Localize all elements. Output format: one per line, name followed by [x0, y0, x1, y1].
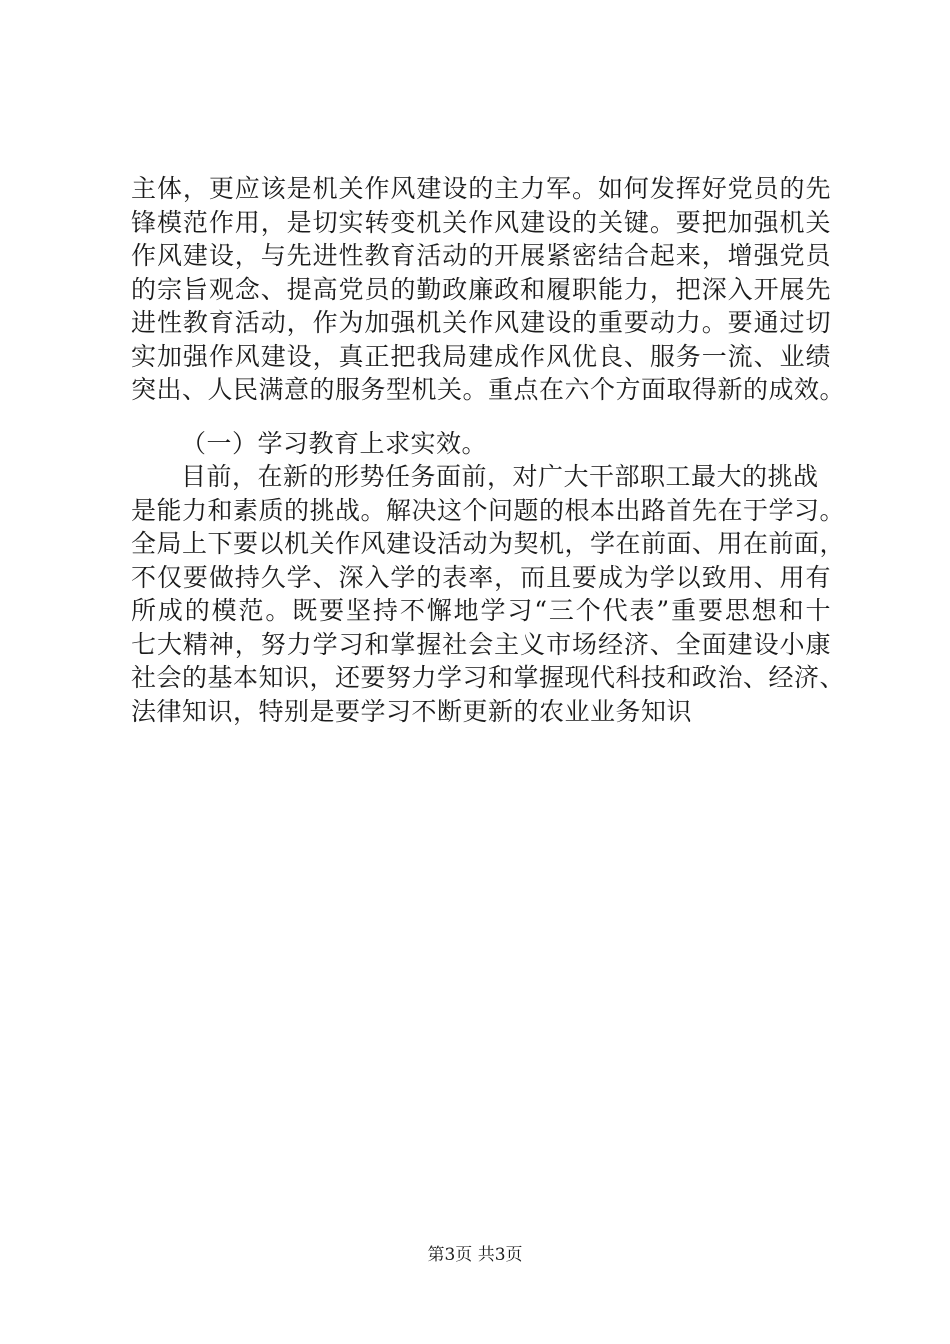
text-line: 所成的模范。既要坚持不懈地学习“三个代表”重要思想和十 [131, 596, 831, 625]
text-line: 锋模范作用，是切实转变机关作风建设的关键。要把加强机关 [131, 207, 831, 237]
text-line: 不仅要做持久学、深入学的表率，而且要成为学以致用、用有 [131, 562, 831, 592]
document-body [131, 172, 846, 728]
text-line: 七大精神，努力学习和掌握社会主义市场经济、全面建设小康 [131, 629, 831, 659]
text-line: 的宗旨观念、提高党员的勤政廉政和履职能力，把深入开展先 [131, 274, 831, 304]
paragraph-2 [131, 460, 846, 728]
text-line: 突出、人民满意的服务型机关。重点在六个方面取得新的成效。 [131, 375, 846, 404]
text-line: 进性教育活动，作为加强机关作风建设的重要动力。要通过切 [131, 308, 831, 337]
text-line: 作风建设，与先进性教育活动的开展紧密结合起来，增强党员 [131, 241, 831, 270]
section-heading: （一）学习教育上求实效。 [181, 428, 488, 458]
text-line: 社会的基本知识，还要努力学习和掌握现代科技和政治、经济、 [131, 663, 846, 692]
text-line: 是能力和素质的挑战。解决这个问题的根本出路首先在于学习。 [131, 495, 846, 525]
paragraph-1 [131, 172, 846, 407]
text-line: 法律知识，特别是要学习不断更新的农业业务知识 [131, 696, 693, 726]
paragraph-gap [131, 407, 831, 427]
text-line: 实加强作风建设，真正把我局建成作风优良、服务一流、业绩 [131, 341, 831, 371]
page-number-footer: 第3页 共3页 [427, 1245, 523, 1265]
text-line: 全局上下要以机关作风建设活动为契机，学在前面、用在前面， [131, 529, 846, 558]
text-line: 主体，更应该是机关作风建设的主力军。如何发挥好党员的先 [131, 174, 831, 203]
text-line: 目前，在新的形势任务面前，对广大干部职工最大的挑战 [181, 462, 819, 491]
